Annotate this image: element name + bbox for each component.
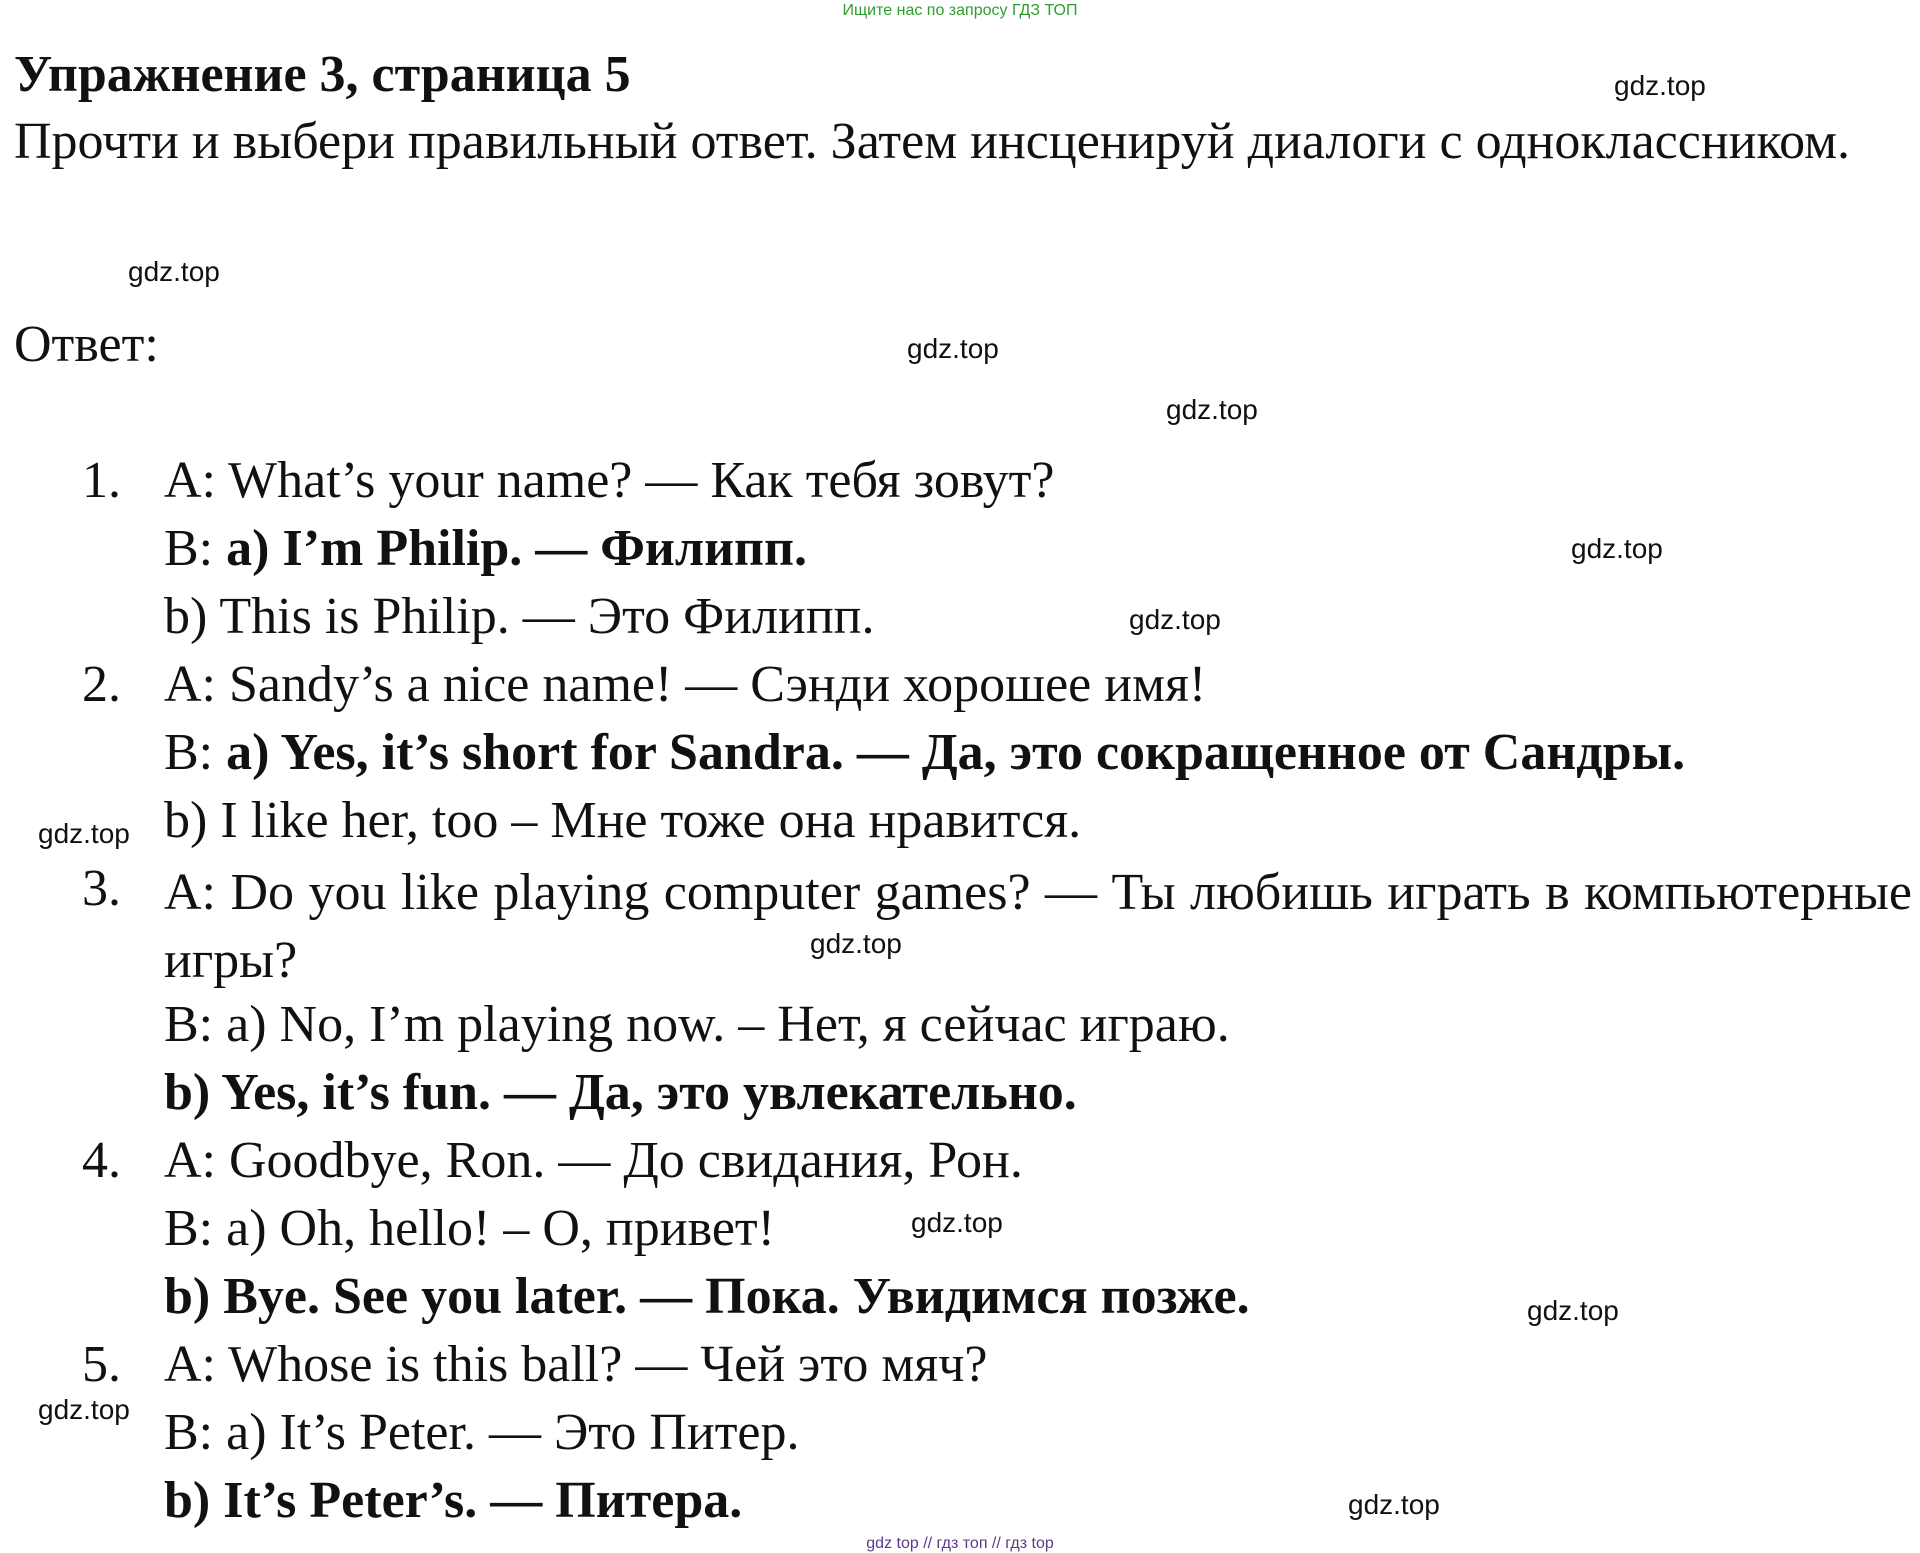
item-number: 4.: [82, 1132, 121, 1189]
item-answer-a: B: a) It’s Peter. — Это Питер.: [164, 1404, 800, 1461]
watermark: gdz.top: [810, 928, 902, 959]
item-question: A: What’s your name? — Как тебя зовут?: [164, 452, 1055, 509]
correct-answer: a) I’m Philip. — Филипп.: [226, 520, 807, 577]
item-answer-a: [164, 519, 807, 578]
item-number: 5.: [82, 1336, 121, 1393]
answer-prefix: B:: [164, 724, 227, 781]
exercise-instruction: Прочти и выбери правильный ответ. Затем инсценируй диалоги с одноклассником.: [14, 113, 1851, 170]
item-answer-b: b) This is Philip. — Это Филипп.: [164, 588, 875, 645]
answer-prefix: B:: [164, 520, 227, 577]
watermark: gdz.top: [128, 256, 220, 287]
watermark: gdz.top: [1166, 394, 1258, 425]
item-question: A: Whose is this ball? — Чей это мяч?: [164, 1336, 988, 1393]
bottom-banner: gdz top // гдз топ // гдз top: [866, 1535, 1054, 1552]
watermark: gdz.top: [38, 1394, 130, 1425]
correct-answer: b) Yes, it’s fun. — Да, это увлекательно.: [164, 1064, 1077, 1121]
correct-answer: b) It’s Peter’s. — Питера.: [164, 1472, 743, 1529]
correct-answer: a) Yes, it’s short for Sandra. — Да, это сокращенное от Сандры.: [226, 724, 1686, 781]
watermark: gdz.top: [1527, 1295, 1619, 1326]
exercise-title: Упражнение 3, страница 5: [14, 46, 631, 103]
item-number: 2.: [82, 656, 121, 713]
watermark: gdz.top: [1129, 604, 1221, 635]
item-question: A: Goodbye, Ron. — До свидания, Рон.: [164, 1132, 1023, 1189]
top-banner: Ищите нас по запросу ГДЗ ТОП: [842, 2, 1078, 19]
item-answer-a: [164, 723, 1685, 782]
watermark: gdz.top: [907, 333, 999, 364]
item-answer-a: B: a) Oh, hello! – О, привет!: [164, 1200, 775, 1257]
watermark: gdz.top: [1614, 70, 1706, 101]
watermark: gdz.top: [1571, 533, 1663, 564]
item-answer-a: B: a) No, I’m playing now. – Нет, я сейчас играю.: [164, 996, 1230, 1053]
item-answer-b: b) I like her, too – Мне тоже она нравится.: [164, 792, 1082, 849]
watermark: gdz.top: [1348, 1489, 1440, 1520]
item-question: A: Do you like playing computer games? — Ты любишь играть в компьютерные игры?: [164, 864, 1912, 989]
item-number: 3.: [82, 860, 121, 917]
item-number: 1.: [82, 452, 121, 509]
watermark: gdz.top: [911, 1207, 1003, 1238]
watermark: gdz.top: [38, 818, 130, 849]
answer-label: Ответ:: [14, 316, 159, 373]
item-question: A: Sandy’s a nice name! — Сэнди хорошее имя!: [164, 656, 1207, 713]
correct-answer: b) Bye. See you later. — Пока. Увидимся позже.: [164, 1268, 1250, 1325]
